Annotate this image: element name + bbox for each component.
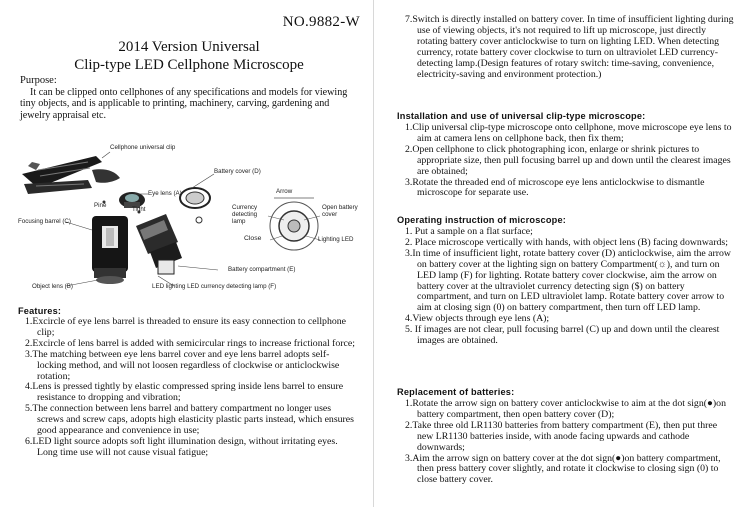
list-item: 2.Excircle of lens barrel is added with semicircular rings to increase frictional force;	[25, 337, 355, 349]
replacement-heading: Replacement of batteries:	[397, 387, 515, 397]
dial-diagram	[268, 198, 320, 250]
list-item: 1. Put a sample on a flat surface;	[405, 226, 533, 237]
label-battery-cover: Battery cover (D)	[214, 168, 261, 175]
list-item: 4.View objects through eye lens (A);	[405, 313, 550, 325]
label-lighting-led: Lighting LED	[318, 236, 354, 243]
right-column	[397, 0, 737, 507]
operating-list	[402, 227, 734, 347]
list-item: 1.Clip universal clip-type microscope onto cellphone, move microscope eye lens to aim at camera lens on cellphone back, then fix them;	[405, 122, 732, 144]
label-eye-lens: Eye lens (A)	[148, 190, 182, 197]
list-item: 2. Place microscope vertically with hands, with object lens (B) facing downwards;	[405, 236, 728, 248]
label-tight: Tight	[132, 206, 146, 213]
replacement-list	[402, 399, 734, 486]
battery-cover-illustration	[180, 188, 210, 223]
label-object-lens: Object lens (B)	[32, 283, 73, 290]
list-item: 4.Lens is pressed tightly by elastic compressed spring inside lens barrel to ensure resistance to dropping and vibration;	[25, 381, 344, 404]
leader-lines	[66, 152, 218, 286]
label-currency-lamp: Currency detecting lamp	[232, 204, 258, 225]
list-item: 3.In time of insufficient light, rotate battery cover (D) anticlockwise, aim the arrow on battery cover at the lighting sign on battery Compartment(☼), and turn on LED lamp (F) for lighting. Rotate battery cover clockwise, aim the arrow on battery cover at the ultraviolet currency detecting sign ($) on battery compartment, and turn on LED ultraviolet lamp. Rotate battery cover arrow to aim at closing sign (0) on battery compartment, then turn off LED lamp.	[405, 247, 731, 314]
label-open-cover: Open battery cover	[322, 204, 358, 218]
left-column	[18, 0, 360, 507]
label-cellphone-clip: Cellphone universal clip	[110, 144, 176, 151]
column-divider	[373, 0, 374, 507]
installation-list	[402, 123, 734, 199]
list-item: 5. If images are not clear, pull focusing barrel (C) up and down until the clearest images are obtained.	[405, 324, 720, 347]
list-item: 3.Aim the arrow sign on battery cover at the dot sign(●)on battery compartment, then press battery cover slightly, and rotate it clockwise to closing sign (0) to close battery cover.	[405, 452, 721, 486]
focusing-barrel-illustration	[136, 214, 182, 274]
label-pine: Pine	[94, 202, 107, 209]
list-item: 5.The connection between lens barrel and battery compartment no longer uses screws and screw caps, adopts high elasticity plastic parts instead, which ensures good appearance and convenience in use;	[25, 403, 354, 437]
product-diagram	[18, 140, 360, 298]
installation-heading: Installation and use of universal clip-type microscope:	[397, 111, 646, 121]
list-item: 3.The matching between eye lens barrel cover and eye lens barrel adopts self-locking method, and will not loosen regardless of clockwise or anticlockwise rotation;	[25, 348, 340, 382]
purpose-text: It can be clipped onto cellphones of any specifications and models for viewing tiny objects, and is applicable to printing, machinery, carving, gardening and jewelry appraisal etc.	[20, 87, 348, 121]
list-item: 3.Rotate the threaded end of microscope eye lens anticlockwise to dismantle microscope for separate use.	[405, 176, 705, 199]
features-heading: Features:	[18, 306, 62, 316]
purpose-heading: Purpose:	[20, 75, 57, 86]
microscope-body-illustration	[92, 216, 128, 284]
list-item: 6.LED light source adopts soft light illumination design, without irritating eyes. Long time use will not cause visual fatigue;	[25, 435, 338, 458]
clip-illustration	[22, 156, 120, 194]
list-item: 7.Switch is directly installed on battery cover. In time of insufficient lighting during use of viewing objects, it's not required to lift up microscope, just directly rotating battery cover anticlockwise to turn on lighting LED. When detecting currency, rotate battery cover clockwise to turn on ultraviolet LED currency-detecting lamp.(Design features of rotary switch: time-saving, convenience, electricity-saving and environment protection.)	[405, 14, 734, 80]
title-line-1: 2014 Version Universal	[118, 39, 260, 55]
list-item: 2.Take three old LR1130 batteries from battery compartment (E), then put three new LR1130 batteries inside, with anode facing upwards and cathode downwards;	[405, 419, 718, 453]
feature-7-list	[402, 15, 734, 80]
list-item: 2.Open cellphone to click photographing icon, enlarge or shrink pictures to appropriate size, then pull focusing barrel up and down until the clearest images are obtained;	[405, 143, 731, 177]
features-list	[22, 317, 356, 459]
label-arrow: Arrow	[276, 188, 293, 195]
operating-heading: Operating instruction of microscope:	[397, 215, 567, 225]
model-number: NO.9882-W	[282, 14, 360, 30]
list-item: 1.Rotate the arrow sign on battery cover anticlockwise to aim at the dot sign(●)on battery compartment, then open battery cover (D);	[405, 398, 726, 420]
label-battery-compartment: Battery compartment (E)	[228, 266, 296, 273]
list-item: 1.Excircle of eye lens barrel is threaded to ensure its easy connection to cellphone clip;	[25, 316, 346, 338]
label-focusing-barrel: Focusing barrel (C)	[18, 218, 71, 225]
title-line-2: Clip-type LED Cellphone Microscope	[74, 57, 304, 73]
label-led-lamp: LED lighting LED currency detecting lamp (F)	[152, 283, 277, 290]
label-close: Close	[244, 235, 262, 242]
